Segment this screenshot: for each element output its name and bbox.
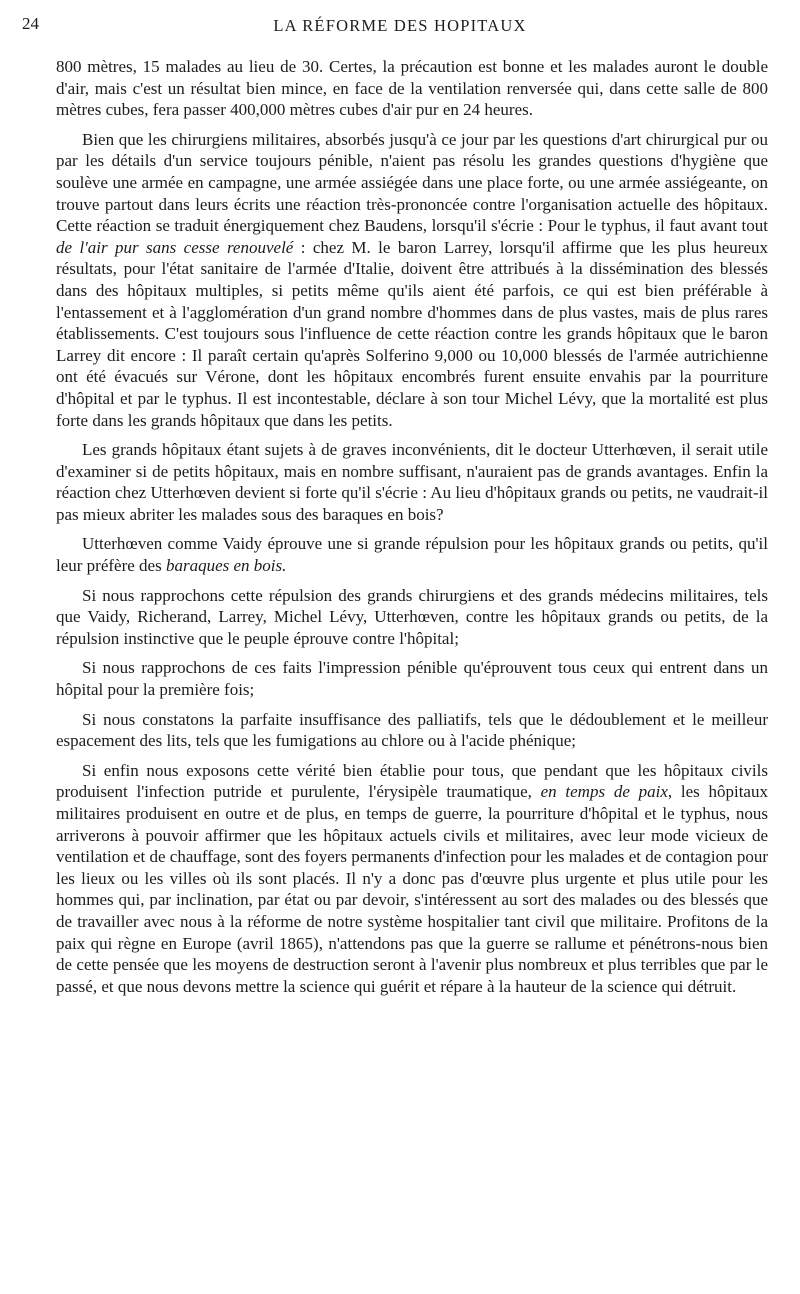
text-run: Les grands hôpitaux étant sujets à de graves inconvénients, dit le docteur Utterhœven, il serait utile d'examiner si de petits hôpitaux, mais en nombre suffisant, n'auraient pas de grands avantages. Enfin la réaction chez Utterhœven devient si forte qu'il s'écrie : Au lieu d'hôpitaux grands ou petits, ne vaudrait-il pas mieux abriter les malades sous des baraques en bois? (56, 440, 768, 524)
paragraph (56, 709, 768, 752)
text-run: , les hôpitaux militaires produisent en outre et de plus, en temps de guerre, la pourriture d'hôpital et le typhus, nous arriverons à pouvoir affirmer que les hôpitaux actuels civils et militaires, avec leur mode vicieux de ventilation et de chauffage, sont des foyers permanents d'infection pour les malades et de contagion pour les lieux ou les villes où ils sont placés. Il n'y a donc pas d'œuvre plus urgente et plus utile pour les hommes qui, par inclination, par état ou par devoir, s'intéressent au sort des malades ou des blessés que de travailler avec nous à la réforme de notre système hospitalier tant civil que militaire. Profitons de la paix qui règne en Europe (avril 1865), n'attendons pas que la guerre se rallume et pénétrons-nous bien de cette pensée que les moyens de destruction seront à l'avenir plus nombreux et plus terribles que par le passé, et que nous devons mettre la science qui guérit et répare à la hauteur de la science qui détruit. (56, 782, 768, 996)
paragraph (56, 585, 768, 650)
italic-text: baraques en bois. (165, 556, 287, 576)
paragraph (56, 439, 768, 525)
page-number: 24 (22, 14, 39, 33)
text-run: Si nous rapprochons de ces faits l'impression pénible qu'éprouvent tous ceux qui entrent dans un hôpital pour la première fois; (56, 658, 768, 700)
body-text (56, 56, 768, 997)
text-run: Si nous rapprochons cette répulsion des grands chirurgiens et des grands médecins militaires, tels que Vaidy, Richerand, Larrey, Michel Lévy, Utterhœven, contre les hôpitaux grands ou petits, de la répulsion instinctive que le peuple éprouve contre l'hôpital; (56, 585, 768, 648)
paragraph (56, 657, 768, 700)
text-run: Utterhœven comme Vaidy éprouve une si grande répulsion pour les hôpitaux grands ou petits, qu'il leur préfère des (56, 534, 768, 576)
paragraph (56, 129, 768, 431)
italic-text: de l'air pur sans cesse renouvelé (56, 237, 294, 257)
text-run: Si enfin nous exposons cette vérité bien établie pour tous, que pendant que les hôpitaux civils produisent l'infection putride et purulente, l'érysipèle traumatique, (56, 760, 768, 802)
running-title: LA RÉFORME DES HOPITAUX (273, 16, 527, 35)
paragraph (56, 56, 768, 121)
text-run: Bien que les chirurgiens militaires, absorbés jusqu'à ce jour par les questions d'art chirurgical pur ou par les détails d'un service toujours pénible, n'aient pas résolu les grandes questions d'hygiène que soulève une armée en campagne, une armée assiégée dans une place forte, ou une armée assiégeante, on trouve partout dans leurs écrits une réaction très-prononcée contre l'organisation actuelle des hôpitaux. Cette réaction se traduit énergiquement chez Baudens, lorsqu'il s'écrie : Pour le typhus, il faut avant tout (56, 129, 768, 236)
paragraph (56, 533, 768, 576)
paragraph (56, 760, 768, 998)
italic-text: en temps de paix (540, 782, 668, 802)
text-run: : chez M. le baron Larrey, lorsqu'il affirme que les plus heureux résultats, pour l'état sanitaire de l'armée d'Italie, doivent être attribués à la dissémination des blessés dans des hôpitaux multiples, si petits même qu'ils aient été parfois, ce qui est bien préférable à l'entassement et à l'agglomération d'un grand nombre d'hommes dans de plus vastes, mais de plus rares établissements. C'est toujours sous l'influence de cette réaction contre les grands hôpitaux que le baron Larrey dit encore : Il paraît certain qu'après Solferino 9,000 ou 10,000 blessés de l'armée autrichienne ont été évacués sur Vérone, dont les hôpitaux encombrés furent ensuite envahis par la pourriture d'hôpital et par le typhus. Il est incontestable, déclare à son tour Michel Lévy, que la mortalité est plus forte dans les grands hôpitaux que dans les petits. (56, 237, 768, 430)
text-run: Si nous constatons la parfaite insuffisance des palliatifs, tels que le dédoublement et le meilleur espacement des lits, tels que les fumigations au chlore ou à l'acide phénique; (56, 709, 768, 751)
text-run: 800 mètres, 15 malades au lieu de 30. Certes, la précaution est bonne et les malades auront le double d'air, mais c'est un résultat bien mince, en face de la ventilation renversée qui, dans cette salle de 800 mètres cubes, fera passer 400,000 mètres cubes d'air pur en 24 heures. (56, 57, 768, 120)
